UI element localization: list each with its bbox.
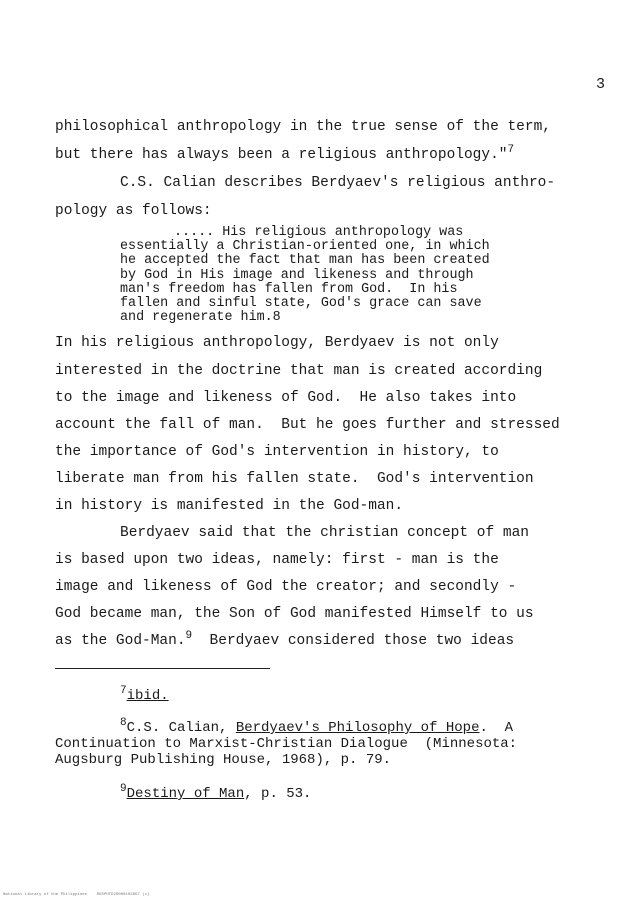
footnote-number: 9 <box>120 783 127 795</box>
body-line: Berdyaev said that the christian concept of man <box>120 525 529 541</box>
footnote-ref-7: 7 <box>507 144 515 156</box>
body-line <box>55 632 514 650</box>
footnote-7 <box>120 685 169 704</box>
footnote-9 <box>120 783 312 802</box>
body-line: C.S. Calian describes Berdyaev's religious anthro- <box>120 175 556 191</box>
quote-line: man's freedom has fallen from God. In his <box>120 281 458 297</box>
footnote-number: 8 <box>120 717 127 729</box>
page-number: 3 <box>596 76 606 93</box>
quote-line: ..... His religious anthropology was <box>174 225 464 240</box>
footnote-separator <box>55 668 270 669</box>
body-line-text: Berdyaev considered those two ideas <box>192 633 515 649</box>
footnote-text: , p. 53. <box>244 786 312 802</box>
quote-line: fallen and sinful state, God's grace can save <box>120 296 482 312</box>
body-line: liberate man from his fallen state. God's intervention <box>55 471 534 487</box>
body-line: the importance of God's intervention in history, to <box>55 444 499 460</box>
body-line: to the image and likeness of God. He also takes into <box>55 390 517 406</box>
body-line: interested in the doctrine that man is created according <box>55 363 543 379</box>
body-line: philosophical anthropology in the true sense of the term, <box>55 119 551 135</box>
quote-line: and regenerate him.8 <box>120 310 281 326</box>
footnote-8-line: Continuation to Marxist-Christian Dialogue (Minnesota: <box>55 736 518 752</box>
scan-stamp: National Library of the Philippines RUSPHTD20000102857 (c) <box>3 893 150 897</box>
body-line: image and likeness of God the creator; and secondly - <box>55 579 517 595</box>
footnote-title: Destiny of Man <box>126 786 245 802</box>
quote-line: by God in His image and likeness and through <box>120 267 474 283</box>
block-quote <box>120 226 490 325</box>
footnote-ref-9: 9 <box>185 630 193 642</box>
footnote-title: Berdyaev's Philosophy of Hope <box>235 720 480 736</box>
body-line <box>55 146 514 164</box>
body-line: pology as follows: <box>55 203 212 219</box>
footnote-text: ibid. <box>126 688 169 704</box>
body-line: God became man, the Son of God manifested Himself to us <box>55 606 534 622</box>
body-line: account the fall of man. But he goes further and stressed <box>55 417 560 433</box>
body-line: In his religious anthropology, Berdyaev is not only <box>55 335 499 351</box>
quote-line: he accepted the fact that man has been created <box>120 253 490 269</box>
body-line-text: as the God-Man. <box>55 633 186 649</box>
body-line: in history is manifested in the God-man. <box>55 498 404 514</box>
footnote-8-line: Augsburg Publishing House, 1968), p. 79. <box>55 752 392 768</box>
body-line: is based upon two ideas, namely: first - man is the <box>55 552 499 568</box>
footnote-8 <box>120 717 514 736</box>
quote-line: essentially a Christian-oriented one, in which <box>120 239 490 255</box>
footnote-number: 7 <box>120 685 127 697</box>
footnote-author: C.S. Calian, <box>126 720 236 736</box>
body-line-text: but there has always been a religious anthropology." <box>55 147 508 163</box>
footnote-text: . A <box>479 720 514 736</box>
